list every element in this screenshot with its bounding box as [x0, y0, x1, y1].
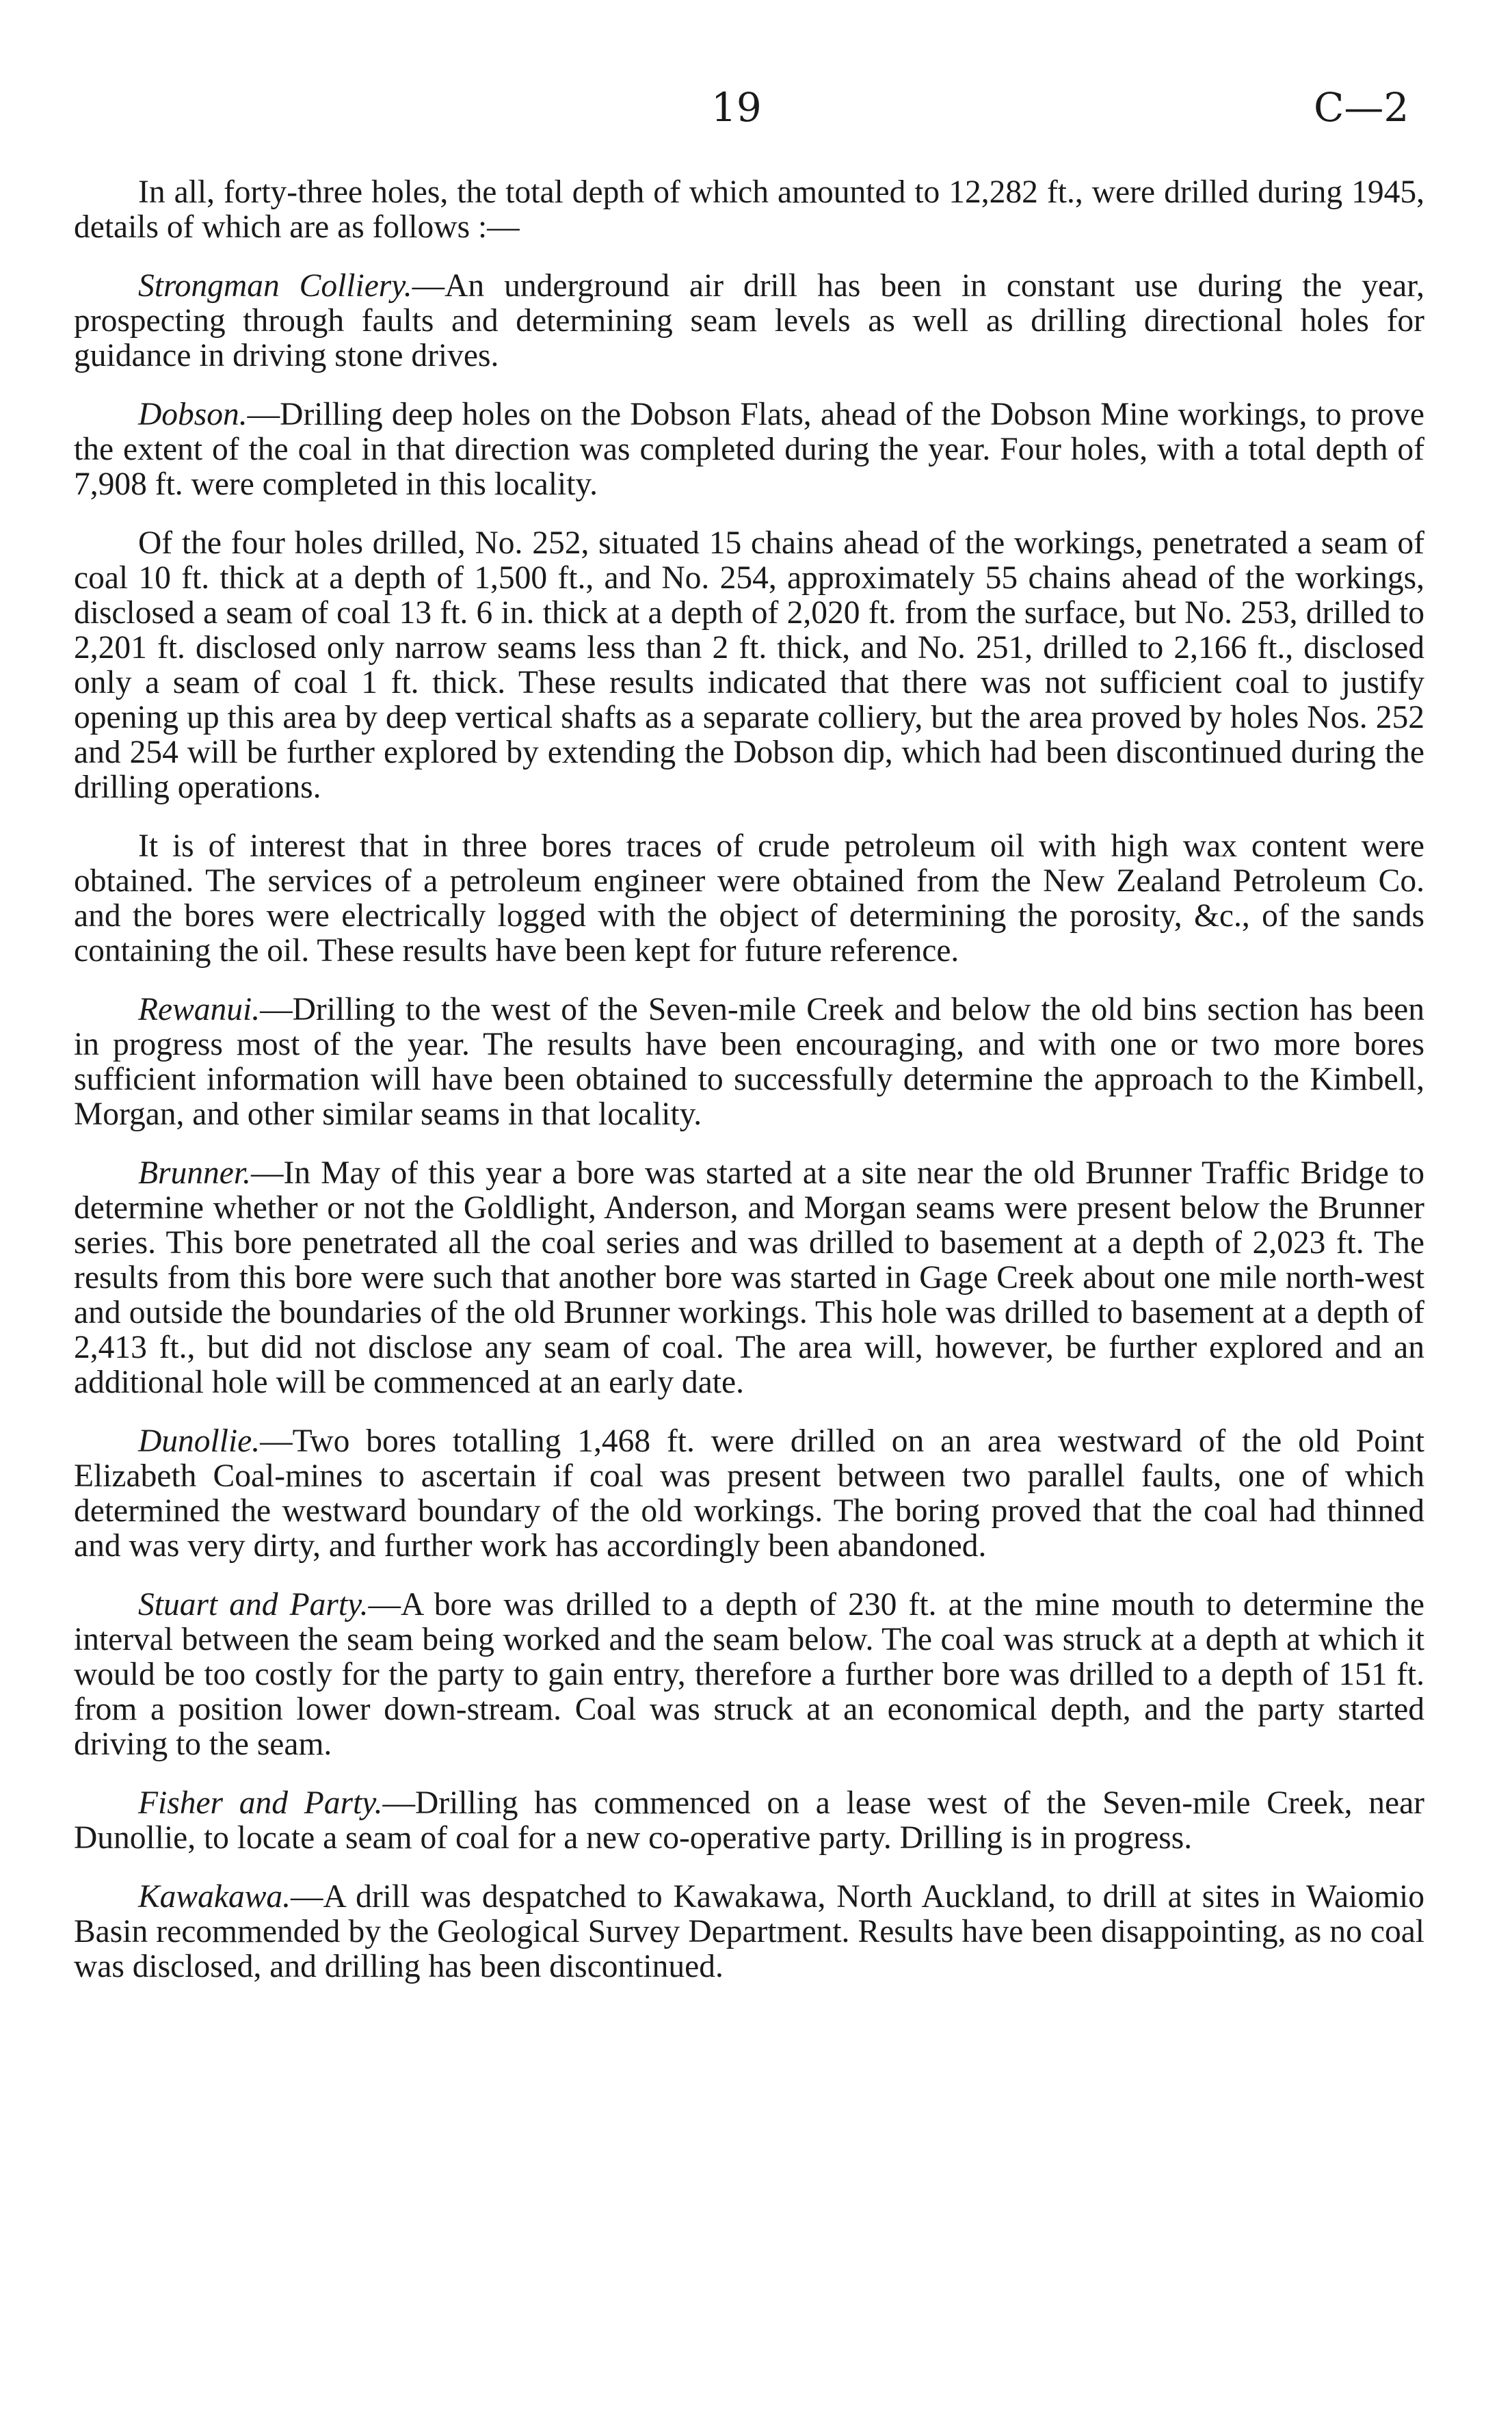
paragraph-text: —A drill was despatched to Kawakawa, North Auckland, to drill at sites in Waiomio Basin recommended by the Geological Survey Department. Results have been disappointing, as no coal was disclosed, and drilling has been discontinued.	[74, 1879, 1424, 1984]
paragraph-intro	[74, 175, 1424, 245]
paragraph-text: —Drilling deep holes on the Dobson Flats, ahead of the Dobson Mine workings, to prove the extent of the coal in that direction was completed during the year. Four holes, with a total depth of 7,908 ft. were completed in this locality.	[74, 397, 1424, 502]
paragraph-dobson	[74, 397, 1424, 502]
section-heading: Dobson.	[138, 397, 248, 432]
paragraph-petroleum	[74, 829, 1424, 969]
paragraph-text: Of the four holes drilled, No. 252, situated 15 chains ahead of the workings, penetrated a seam of coal 10 ft. thick at a depth of 1,500 ft., and No. 254, approximately 55 chains ahead of the workings, disclosed a seam of coal 13 ft. 6 in. thick at a depth of 2,020 ft. from the surface, but No. 253, drilled to 2,201 ft. disclosed only narrow seams less than 2 ft. thick, and No. 251, drilled to 2,166 ft., disclosed only a seam of coal 1 ft. thick. These results indicated that there was not sufficient coal to justify opening up this area by deep vertical shafts as a separate colliery, but the area proved by holes Nos. 252 and 254 will be further explored by extending the Dobson dip, which had been discontinued during the drilling operations.	[74, 525, 1424, 805]
paragraph-text: It is of interest that in three bores traces of crude petroleum oil with high wax content were obtained. The services of a petroleum engineer were obtained from the New Zealand Petroleum Co. and the bores were electrically logged with the object of determining the porosity, &c., of the sands containing the oil. These results have been kept for future reference.	[74, 828, 1424, 969]
section-heading: Strongman Colliery.	[138, 268, 412, 304]
paragraph-text: —An underground air drill has been in constant use during the year, prospecting through faults and determining seam levels as well as drilling directional holes for guidance in driving stone drives.	[74, 268, 1425, 373]
paragraph-dunollie	[74, 1424, 1424, 1564]
paragraph-fisher	[74, 1786, 1424, 1856]
paragraph-dobson-holes	[74, 526, 1424, 805]
paragraph-text: —A bore was drilled to a depth of 230 ft. at the mine mouth to determine the interval between the seam being worked and the seam below. The coal was struck at a depth at which it would be too costly for the party to gain entry, therefore a further bore was drilled to a depth of 151 ft. from a position lower down-stream. Coal was struck at an economical depth, and the party started driving to the seam.	[74, 1587, 1424, 1762]
section-heading: Stuart and Party.	[138, 1587, 369, 1622]
document-reference: C—2	[1314, 84, 1409, 131]
section-heading: Rewanui.	[138, 992, 261, 1027]
section-heading: Fisher and Party.	[138, 1785, 383, 1821]
section-heading: Dunollie.	[138, 1423, 261, 1459]
paragraph-kawakawa	[74, 1880, 1424, 1984]
paragraph-strongman	[74, 269, 1424, 373]
paragraph-rewanui	[74, 993, 1424, 1132]
paragraph-text: In all, forty-three holes, the total depth of which amounted to 12,282 ft., were drilled during 1945, details of which are as follows :—	[74, 174, 1424, 245]
section-heading: Brunner.	[138, 1155, 251, 1191]
section-heading: Kawakawa.	[138, 1879, 291, 1915]
page-number: 19	[711, 84, 762, 131]
paragraph-text: —Two bores totalling 1,468 ft. were drilled on an area westward of the old Point Elizabeth Coal-mines to ascertain if coal was present between two parallel faults, one of which determined the westward boundary of the old workings. The boring proved that the coal had thinned and was very dirty, and further work has accordingly been abandoned.	[74, 1423, 1424, 1564]
paragraph-text: —Drilling has commenced on a lease west of the Seven-mile Creek, near Dunollie, to locate a seam of coal for a new co-operative party. Drilling is in progress.	[74, 1785, 1424, 1856]
paragraph-text: —Drilling to the west of the Seven-mile Creek and below the old bins section has been in progress most of the year. The results have been encouraging, and with one or two more bores sufficient information will have been obtained to successfully determine the approach to the Kimbell, Morgan, and other similar seams in that locality.	[74, 992, 1424, 1132]
paragraph-brunner	[74, 1156, 1424, 1400]
paragraph-stuart	[74, 1588, 1424, 1762]
body-text	[74, 175, 1424, 2008]
paragraph-text: —In May of this year a bore was started at a site near the old Brunner Traffic Bridge to determine whether or not the Goldlight, Anderson, and Morgan seams were present below the Brunner series. This bore penetrated all the coal series and was drilled to basement at a depth of 2,023 ft. The results from this bore were such that another bore was started in Gage Creek about one mile north-west and outside the boundaries of the old Brunner workings. This hole was drilled to basement at a depth of 2,413 ft., but did not disclose any seam of coal. The area will, however, be further explored and an additional hole will be commenced at an early date.	[74, 1155, 1424, 1400]
